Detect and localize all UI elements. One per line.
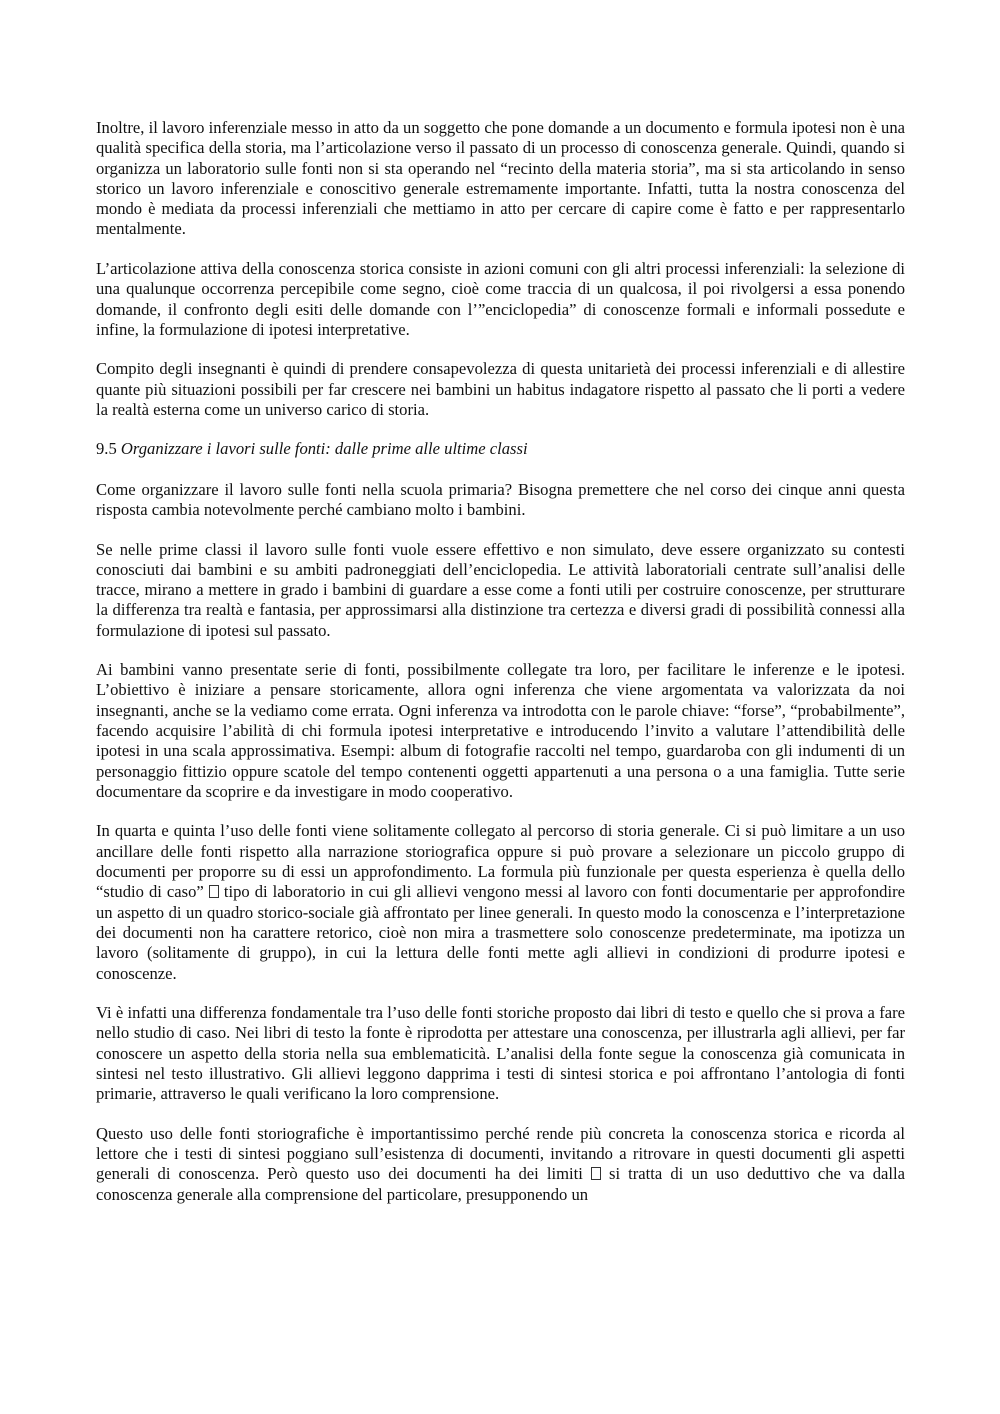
paragraph-questo-text-1: Questo uso delle fonti storiografiche è importantissimo perché rende più concreta la conoscenza storica e ricorda al lettore che i testi di sintesi poggiano sull’esistenza di documenti, invitando a ritrovare in questi documenti gli aspetti generali di conoscenza. Però questo uso dei documenti ha dei limiti — [96, 1123, 905, 1184]
paragraph-questo-uso — [96, 1124, 905, 1205]
paragraph-quarta-quinta — [96, 821, 905, 983]
missing-glyph-icon — [209, 885, 219, 898]
paragraph-questo-text-2: si tratta di un uso deduttivo che va dalla conoscenza generale alla comprensione del particolare, presupponendo un — [96, 1164, 905, 1204]
paragraph-quarta-text-2: tipo di laboratorio in cui gli allievi vengono messi al lavoro con fonti documentarie per approfondire un aspetto di un quadro storico-sociale già affrontato per linee generali. In questo modo la conoscenza e l’interpretazione dei documenti non ha carattere retorico, cioè non mira a trasmettere solo conoscenze predeterminate, ma ipotizza un lavoro (solitamente di gruppo), in cui la lettura delle fonti mette agli allievi in condizioni di produrre ipotesi e conoscenze. — [96, 882, 905, 983]
paragraph-inferenziale: Inoltre, il lavoro inferenziale messo in atto da un soggetto che pone domande a un documento e formula ipotesi non è una qualità specifica della storia, ma l’articolazione verso il passato di un processo di conoscenza generale. Quindi, quando si organizza un laboratorio sulle fonti non si sta operando nel “recinto della materia storia”, ma si sta articolando in senso storico un lavoro inferenziale e conoscitivo generale estremamente importante. Infatti, tutta la nostra conoscenza del mondo è mediata da processi inferenziali che mettiamo in atto per cercare di capire come è fatto e per rappresentarlo mentalmente. — [96, 118, 905, 239]
paragraph-differenza: Vi è infatti una differenza fondamentale tra l’uso delle fonti storiche proposto dai libri di testo e quello che si prova a fare nello studio di caso. Nei libri di testo la fonte è riprodotta per attestare una conoscenza, per illustrarla agli allievi, per far conoscere un aspetto della storia nella sua emblematicità. L’analisi della fonte segue la conoscenza già comunicata in sintesi nel testo illustrativo. Gli allievi leggono dapprima i testi di sintesi storica e poi affrontano l’antologia di fonti primarie, attraverso le quali verificano la loro comprensione. — [96, 1003, 905, 1104]
missing-glyph-icon — [591, 1167, 601, 1180]
document-page — [96, 118, 905, 1224]
paragraph-compito: Compito degli insegnanti è quindi di prendere consapevolezza di questa unitarietà dei processi inferenziali e di allestire quante più situazioni possibili per far crescere nei bambini un habitus indagatore rispetto al passato che li porti a vedere la realtà esterna come un universo carico di storia. — [96, 359, 905, 419]
section-heading — [96, 439, 905, 459]
paragraph-come-organizzare: Come organizzare il lavoro sulle fonti nella scuola primaria? Bisogna premettere che nel corso dei cinque anni questa risposta cambia notevolmente perché cambiano molto i bambini. — [96, 479, 905, 520]
paragraph-articolazione: L’articolazione attiva della conoscenza storica consiste in azioni comuni con gli altri processi inferenziali: la selezione di una qualunque occorrenza percepibile come segno, cioè come traccia di un qualcosa, il poi rivolgersi a essa ponendo domande, il confronto degli esiti delle domande con l’”enciclopedia” di conoscenze formali e informali possedute e infine, la formulazione di ipotesi interpretative. — [96, 258, 905, 339]
paragraph-serie-fonti: Ai bambini vanno presentate serie di fonti, possibilmente collegate tra loro, per facilitare le inferenze e le ipotesi. L’obiettivo è iniziare a pensare storicamente, allora ogni inferenza che viene argomentata va valorizzata da noi insegnanti, anche se la vediamo come errata. Ogni inferenza va introdotta con le parole chiave: “forse”, “probabilmente”, facendo acquisire l’abilità di chi formula ipotesi interpretative e introducendo l’invito a valutare l’attendibilità delle ipotesi in una scala approssimativa. Esempi: album di fotografie raccolti nel tempo, guardaroba con gli indumenti di un personaggio fittizio oppure scatole del tempo contenenti oggetti appartenuti a una persona o a una famiglia. Tutte serie documentare da scoprire e da investigare in modo cooperativo. — [96, 660, 905, 801]
paragraph-quarta-text-1: In quarta e quinta l’uso delle fonti viene solitamente collegato al percorso di storia generale. Ci si può limitare a un uso ancillare delle fonti rispetto alla narrazione storiografica oppure si può provare a selezionare un piccolo gruppo di documenti per proporre su di essi un approfondimento. La formula più funzionale per questa esperienza è quella dello “studio di caso” — [96, 821, 905, 902]
section-number: 9.5 — [96, 439, 117, 459]
paragraph-prime-classi: Se nelle prime classi il lavoro sulle fonti vuole essere effettivo e non simulato, deve essere organizzato su contesti conosciuti dai bambini e su ambiti padroneggiati dell’enciclopedia. Le attività laboratoriali centrate sull’analisi delle tracce, mirano a mettere in grado i bambini di guardare a esse come a fonti utili per costruire conoscenze, per strutturare la differenza tra realtà e fantasia, per approssimarsi alla distinzione tra certezza e diversi gradi di possibilità connessi alla formulazione di ipotesi sul passato. — [96, 539, 905, 640]
section-title: Organizzare i lavori sulle fonti: dalle prime alle ultime classi — [120, 439, 528, 459]
